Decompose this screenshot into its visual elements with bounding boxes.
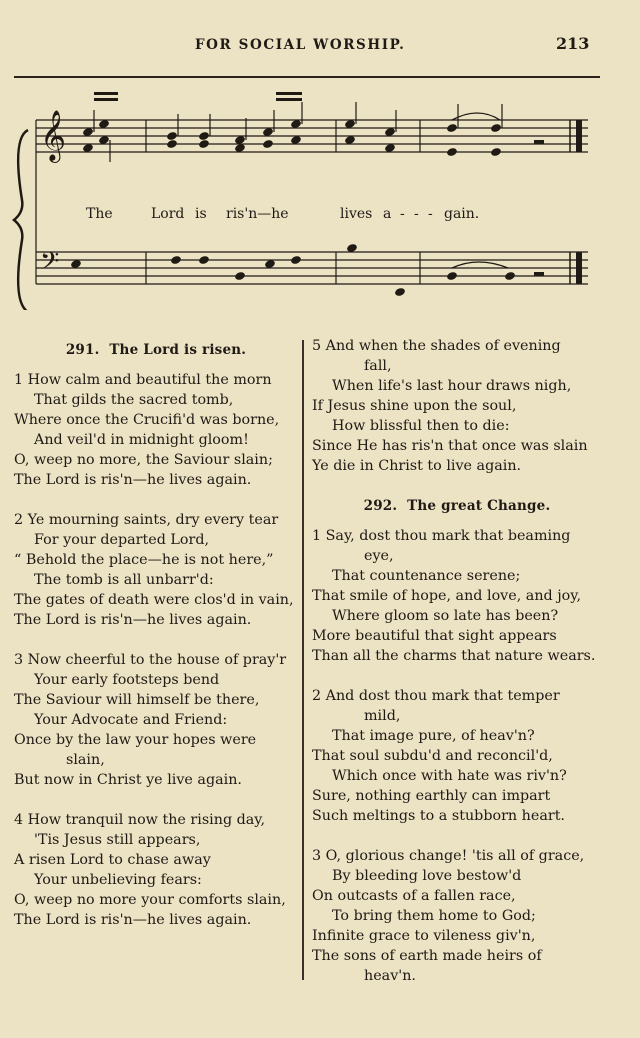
verse-line: 2 And dost thou mark that temper (312, 688, 560, 704)
verse-line: Where once the Crucifi'd was borne, (14, 412, 280, 428)
lyric-word: Lord (151, 206, 185, 222)
note-beam (94, 98, 118, 101)
lyric-word: a (383, 206, 392, 222)
verse-line: If Jesus shine upon the soul, (312, 398, 517, 414)
verse-line: 1 Say, dost thou mark that beaming (312, 528, 571, 544)
stanza (14, 510, 298, 630)
verse-line: That smile of hope, and love, and joy, (312, 588, 581, 604)
verse-line: The sons of earth made heirs of (312, 948, 542, 964)
verse-line: The Lord is ris'n—he lives again. (14, 612, 252, 628)
music-lyrics (0, 206, 640, 226)
lyric-word: - (428, 206, 433, 222)
note-head (166, 131, 178, 141)
note-head (446, 123, 458, 133)
verse-line: Sure, nothing earthly can impart (312, 788, 551, 804)
hymn-number: 291. (65, 342, 100, 358)
verse-line: That soul subdu'd and reconcil'd, (312, 748, 553, 764)
verse-line: Your unbelieving fears: (34, 872, 202, 888)
stanza (14, 370, 298, 490)
note-head (198, 139, 210, 149)
verse-line: The tomb is all unbarr'd: (34, 572, 214, 588)
tie (452, 113, 500, 120)
note-head (446, 271, 458, 281)
verse-line: 4 How tranquil now the rising day, (14, 812, 266, 828)
lyric-word: is (195, 206, 207, 222)
stanza (312, 846, 602, 986)
note-head (290, 255, 302, 265)
verse-line: The Saviour will himself be there, (14, 692, 260, 708)
note-head (198, 255, 210, 265)
music-score (0, 80, 640, 310)
left-column (14, 336, 298, 950)
verse-line: A risen Lord to chase away (14, 852, 211, 868)
note-beam (276, 98, 302, 101)
verse-line: O, weep no more, the Saviour slain; (14, 452, 273, 468)
verse-line: When life's last hour draws nigh, (332, 378, 572, 394)
verse-line: How blissful then to die: (332, 418, 510, 434)
verse-line: 'Tis Jesus still appears, (34, 832, 201, 848)
tie (452, 262, 508, 268)
running-title: FOR SOCIAL WORSHIP. (195, 37, 406, 53)
verse-line: By bleeding love bestow'd (332, 868, 522, 884)
stanza (312, 686, 602, 826)
note-head (198, 131, 210, 141)
verse-line: Once by the law your hopes were (14, 732, 257, 748)
verse-line: Your Advocate and Friend: (34, 712, 228, 728)
note-head (446, 147, 458, 157)
verse-line: O, weep no more your comforts slain, (14, 892, 286, 908)
verse-line: The gates of death were clos'd in vain, (14, 592, 294, 608)
hymn-title (14, 340, 298, 360)
note-head (166, 139, 178, 149)
stanza (312, 526, 602, 666)
verse-line: That countenance serene; (332, 568, 521, 584)
note-head (504, 271, 516, 281)
note-head (262, 139, 274, 149)
treble-clef-icon: 𝄞 (40, 110, 67, 161)
hymn-title (312, 496, 602, 516)
note-beam (94, 92, 118, 95)
verse-line: Your early footsteps bend (34, 672, 220, 688)
verse-line: On outcasts of a fallen race, (312, 888, 516, 904)
final-barline (576, 252, 582, 284)
verse-line: But now in Christ ye live again. (14, 772, 242, 788)
lyric-word: The (86, 206, 113, 222)
final-barline (576, 120, 582, 152)
lyric-word: ris'n—he (226, 206, 289, 222)
hymn-title-text: The great Change. (407, 498, 551, 514)
verse-line: 3 Now cheerful to the house of pray'r (14, 652, 287, 668)
bass-clef-icon: 𝄢 (40, 247, 60, 282)
lyric-word: gain. (444, 206, 480, 222)
verse-line: mild, (364, 708, 401, 724)
hymn-number: 292. (363, 498, 398, 514)
hymn-title-text: The Lord is risen. (109, 342, 247, 358)
verse-line: Where gloom so late has been? (332, 608, 559, 624)
lyric-word: - (414, 206, 419, 222)
verse-line: To bring them home to God; (332, 908, 536, 924)
verse-line: Since He has ris'n that once was slain (312, 438, 588, 454)
lyric-word: - (400, 206, 405, 222)
note-head (234, 271, 246, 281)
header-rule (14, 76, 600, 78)
music-notation (0, 80, 640, 310)
rest (534, 272, 544, 276)
note-head (490, 123, 502, 133)
verse-line: “ Behold the place—he is not here,” (14, 552, 274, 568)
verse-line: 1 How calm and beautiful the morn (14, 372, 272, 388)
verse-line: eye, (364, 548, 394, 564)
verse-line: Than all the charms that nature wears. (312, 648, 596, 664)
verse-line: heav'n. (364, 968, 416, 984)
column-divider (302, 340, 304, 980)
verse-line: Ye die in Christ to live again. (312, 458, 522, 474)
verse-line: fall, (364, 358, 392, 374)
verse-line: The Lord is ris'n—he lives again. (14, 912, 252, 928)
verse-line: 3 O, glorious change! 'tis all of grace, (312, 848, 585, 864)
stanza (14, 650, 298, 790)
verse-line: 5 And when the shades of evening (312, 338, 561, 354)
page-header (0, 34, 640, 58)
note-head (490, 147, 502, 157)
verse-line: The Lord is ris'n—he lives again. (14, 472, 252, 488)
verse-line: Infinite grace to vileness giv'n, (312, 928, 536, 944)
verse-line: That gilds the sacred tomb, (34, 392, 234, 408)
right-column (312, 336, 602, 1006)
note-beam (276, 92, 302, 95)
verse-line: 2 Ye mourning saints, dry every tear (14, 512, 279, 528)
note-head (394, 287, 406, 297)
stanza (14, 810, 298, 930)
verse-line: slain, (66, 752, 105, 768)
verse-line: For your departed Lord, (34, 532, 210, 548)
verse-line: Such meltings to a stubborn heart. (312, 808, 565, 824)
stanza (312, 336, 602, 476)
verse-line: That image pure, of heav'n? (332, 728, 535, 744)
verse-line: And veil'd in midnight gloom! (34, 432, 249, 448)
page-number: 213 (556, 34, 590, 53)
rest (534, 140, 544, 144)
verse-line: More beautiful that sight appears (312, 628, 557, 644)
note-head (170, 255, 182, 265)
verse-line: Which once with hate was riv'n? (332, 768, 567, 784)
lyric-word: lives (340, 206, 373, 222)
